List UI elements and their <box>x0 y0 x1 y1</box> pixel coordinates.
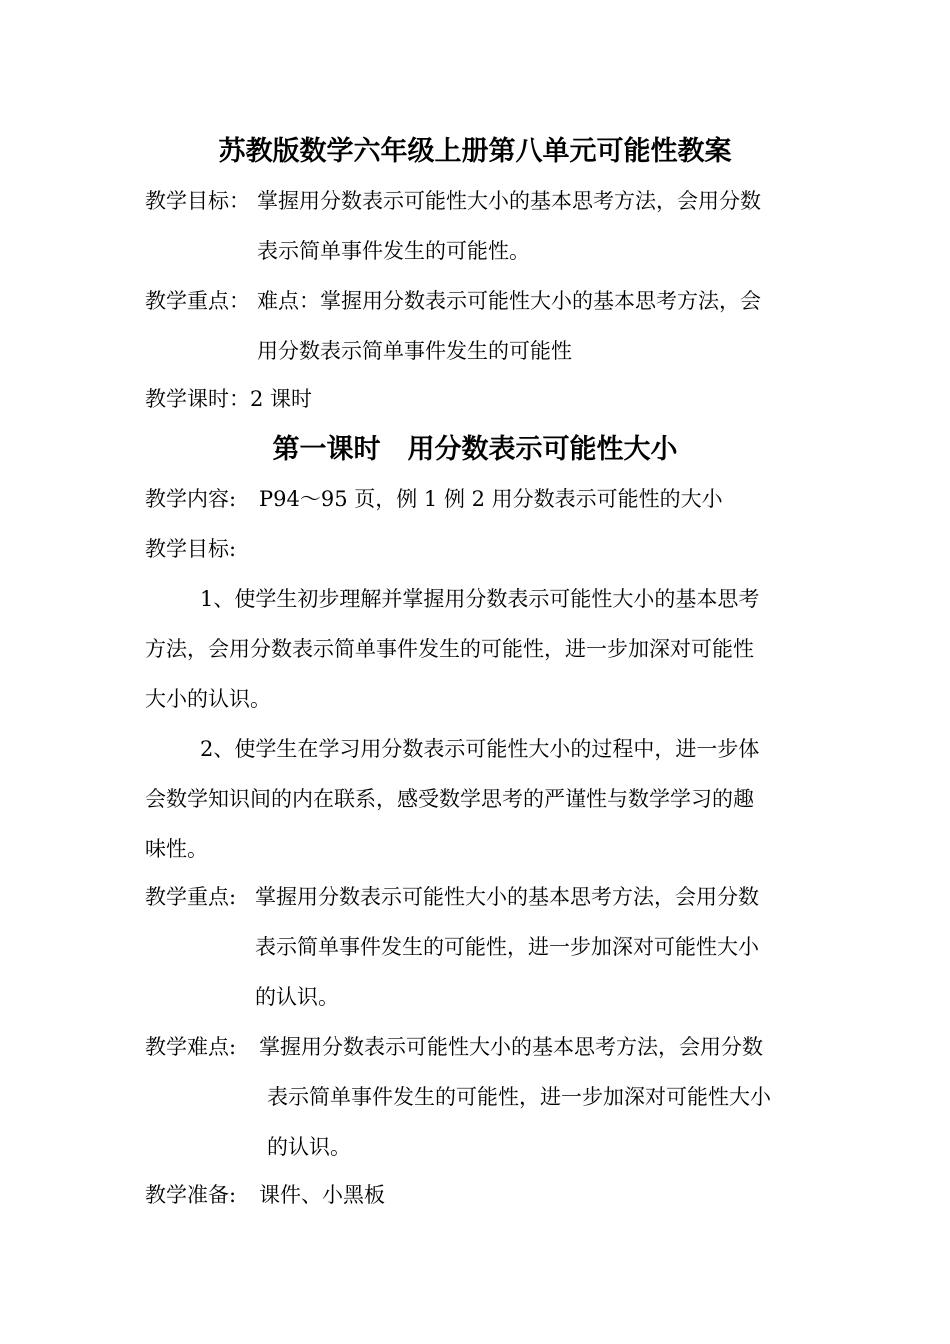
lesson1-content-label: 教学内容: <box>145 487 237 511</box>
overview-hours-label: 教学课时： <box>145 387 250 411</box>
lesson1-difficulty-line1: 掌握用分数表示可能性大小的基本思考方法，会用分数 <box>259 1035 763 1059</box>
lesson1-heading: 第一课时 用分数表示可能性大小 <box>272 434 678 465</box>
overview-hours-value: 2 课时 <box>250 387 313 411</box>
overview-goal-label: 教学目标： <box>145 189 250 213</box>
lesson1-goals-label: 教学目标: <box>145 537 237 561</box>
lesson1-prep-label: 教学准备: <box>145 1183 237 1207</box>
overview-hours <box>145 384 312 414</box>
overview-key-line2: 用分数表示简单事件发生的可能性 <box>257 339 572 363</box>
lesson1-prep-value: 课件、小黑板 <box>259 1183 385 1207</box>
lesson1-difficulty-line2: 表示简单事件发生的可能性，进一步加深对可能性大小 <box>267 1085 771 1109</box>
lesson1-goal2-line2: 会数学知识间的内在联系，感受数学思考的严谨性与数学学习的趣 <box>145 787 754 811</box>
lesson1-difficulty-label: 教学难点: <box>145 1035 237 1059</box>
lesson1-goal2-line3: 味性。 <box>145 837 208 861</box>
overview-goal-line1: 掌握用分数表示可能性大小的基本思考方法，会用分数 <box>257 189 761 213</box>
lesson1-content-value: P94～95 页，例 1 例 2 用分数表示可能性的大小 <box>259 487 723 511</box>
lesson1-goal2-line1: 2、使学生在学习用分数表示可能性大小的过程中，进一步体 <box>200 737 760 761</box>
lesson1-key-label: 教学重点: <box>145 885 237 909</box>
lesson1-difficulty-line3: 的认识。 <box>267 1135 351 1159</box>
lesson1-key-line1: 掌握用分数表示可能性大小的基本思考方法，会用分数 <box>255 885 759 909</box>
overview-key-label: 教学重点： <box>145 289 250 313</box>
overview-goal-line2: 表示简单事件发生的可能性。 <box>257 239 530 263</box>
lesson1-goal1-line1: 1、使学生初步理解并掌握用分数表示可能性大小的基本思考 <box>200 587 760 611</box>
lesson1-goal1-line3: 大小的认识。 <box>145 687 271 711</box>
lesson1-goal1-line2: 方法，会用分数表示简单事件发生的可能性，进一步加深对可能性 <box>145 637 754 661</box>
overview-key-line1: 难点：掌握用分数表示可能性大小的基本思考方法，会 <box>257 289 761 313</box>
document-title: 苏教版数学六年级上册第八单元可能性教案 <box>218 136 732 167</box>
lesson1-key-line3: 的认识。 <box>255 985 339 1009</box>
lesson1-key-line2: 表示简单事件发生的可能性，进一步加深对可能性大小 <box>255 935 759 959</box>
